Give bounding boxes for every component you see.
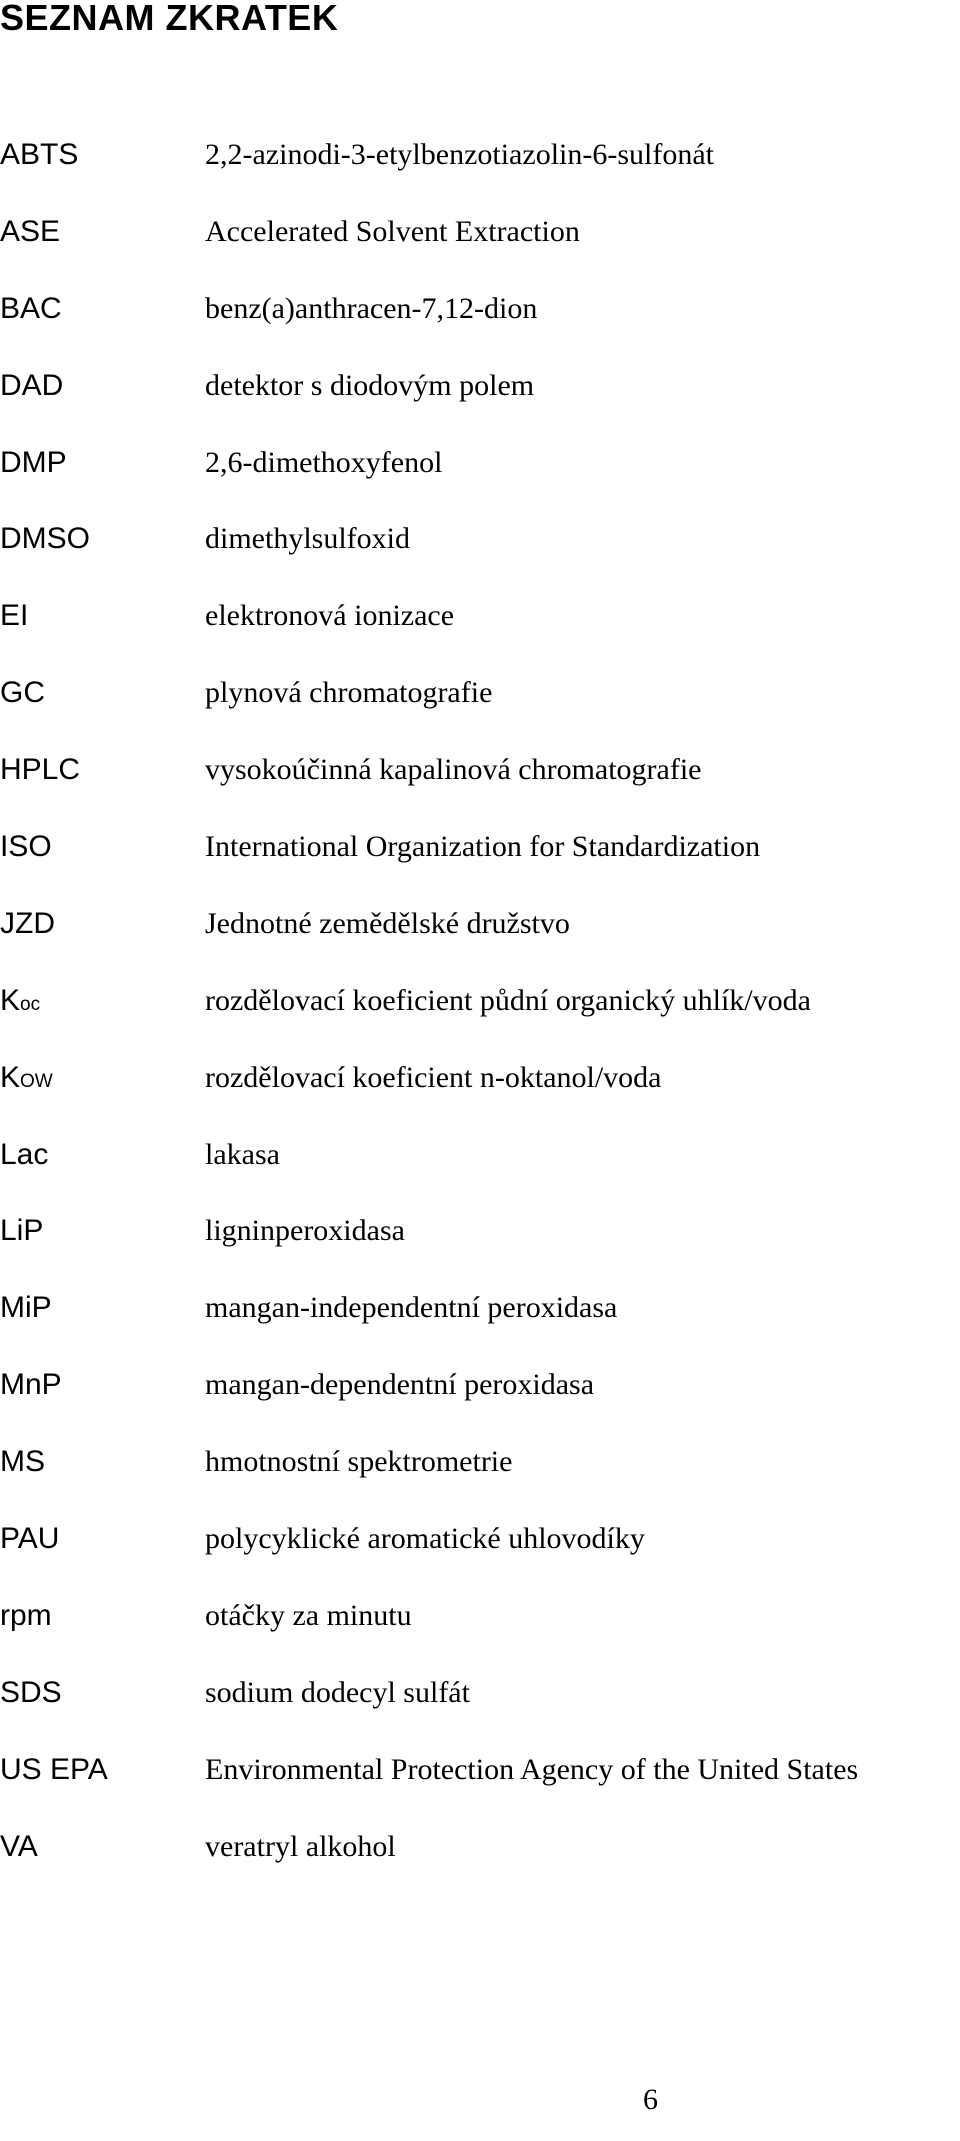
list-item [0,1521,960,1598]
abbreviation-meaning: vysokoúčinná kapalinová chromatografie [205,753,702,787]
list-item [0,1137,960,1214]
abbreviation-meaning: Accelerated Solvent Extraction [205,214,580,248]
list-item [0,983,960,1060]
abbreviation-meaning: mangan-independentní peroxidasa [205,1291,618,1325]
abbreviation: PAU [0,1522,60,1556]
abbreviation: DMP [0,445,67,479]
list-item [0,445,960,522]
abbreviation: MnP [0,1368,62,1402]
abbreviation: SDS [0,1675,62,1709]
list-item [0,829,960,906]
abbreviation: VA [0,1829,38,1863]
abbreviation: rpm [0,1598,52,1632]
list-item [0,291,960,368]
abbreviation-meaning: lakasa [205,1137,280,1171]
abbreviation-meaning: Jednotné zemědělské družstvo [205,906,570,940]
abbreviation-subscript: OW [20,1070,53,1092]
abbreviation: LiP [0,1214,44,1248]
abbreviation: JZD [0,906,55,940]
abbreviation-meaning: elektronová ionizace [205,599,455,633]
abbreviation-list [0,137,960,1905]
list-item [0,1752,960,1829]
abbreviation: Lac [0,1137,49,1171]
abbreviation-meaning: rozdělovací koeficient n-oktanol/voda [205,1060,662,1094]
abbreviation-meaning: 2,6-dimethoxyfenol [205,445,443,479]
abbreviation-meaning: 2,2-azinodi-3-etylbenzotiazolin-6-sulfonát [205,138,714,171]
abbreviation: MiP [0,1291,52,1325]
abbreviation: DMSO [0,522,90,556]
abbreviation-subscript: oc [20,993,41,1015]
list-item [0,1675,960,1752]
abbreviation: ISO [0,830,52,864]
abbreviation: ABTS [0,138,79,171]
abbreviation-meaning: International Organization for Standardization [205,830,761,864]
list-item [0,1367,960,1444]
abbreviation [0,983,40,1023]
abbreviation-meaning: Environmental Protection Agency of the United States [205,1752,859,1786]
abbreviation-meaning: otáčky za minutu [205,1598,412,1632]
abbreviation-meaning: benz(a)anthracen-7,12-dion [205,291,538,325]
abbreviation: ASE [0,214,61,248]
abbreviation-meaning: polycyklické aromatické uhlovodíky [205,1522,645,1556]
list-item [0,598,960,675]
page-title: SEZNAM ZKRATEK [0,0,339,38]
abbreviation: BAC [0,291,62,325]
list-item [0,368,960,445]
list-item [0,1060,960,1137]
abbreviation-meaning: plynová chromatografie [205,676,493,710]
abbreviation-meaning: rozdělovací koeficient půdní organický uhlík/voda [205,983,811,1017]
abbreviation: GC [0,676,45,710]
abbreviation: US EPA [0,1752,108,1786]
abbreviation [0,1060,53,1100]
list-item [0,1829,960,1906]
abbreviation-meaning: detektor s diodovým polem [205,368,535,402]
abbreviation: HPLC [0,753,81,787]
list-item [0,906,960,983]
list-item [0,521,960,598]
list-item [0,137,960,214]
list-item [0,1598,960,1675]
list-item [0,1444,960,1521]
abbreviation-meaning: mangan-dependentní peroxidasa [205,1368,595,1402]
abbreviation: DAD [0,368,64,402]
list-item [0,752,960,829]
abbreviation-meaning: dimethylsulfoxid [205,522,410,556]
abbreviation-base: K [0,983,21,1017]
abbreviation-meaning: sodium dodecyl sulfát [205,1675,470,1709]
page-number: 6 [643,2083,658,2116]
abbreviation-meaning: ligninperoxidasa [205,1214,405,1248]
list-item [0,1213,960,1290]
list-item [0,675,960,752]
abbreviation-meaning: veratryl alkohol [205,1829,396,1863]
abbreviation: EI [0,599,29,633]
abbreviation: MS [0,1445,45,1479]
abbreviation-base: K [0,1060,21,1094]
abbreviation-meaning: hmotnostní spektrometrie [205,1445,513,1479]
list-item [0,1290,960,1367]
list-item [0,214,960,291]
